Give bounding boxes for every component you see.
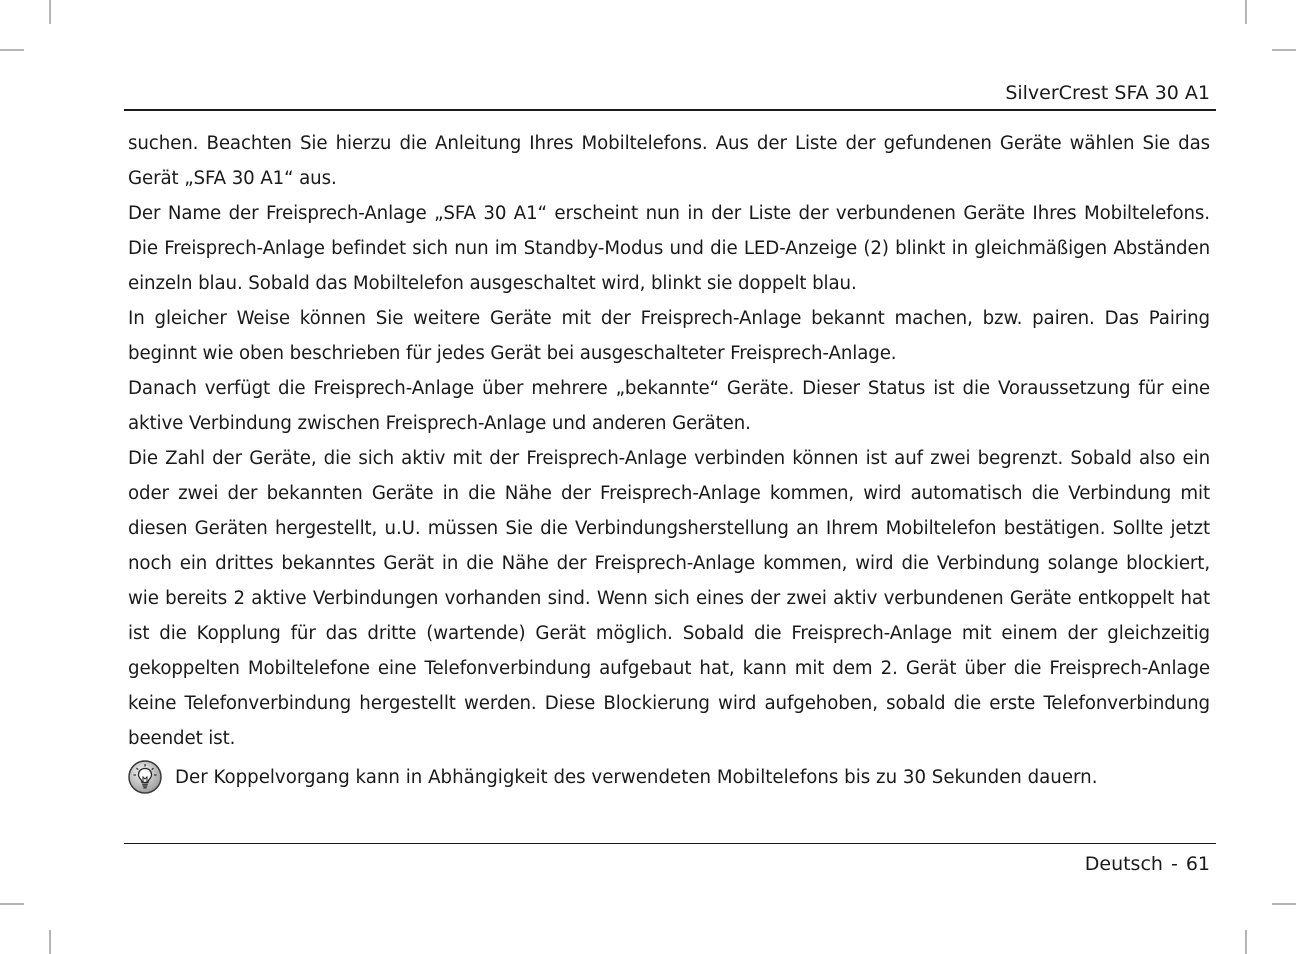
crop-mark-top-left-h bbox=[0, 49, 24, 51]
crop-mark-bottom-right bbox=[1245, 930, 1247, 954]
crop-mark-bottom-right-h bbox=[1272, 903, 1296, 905]
paragraph: Die Zahl der Geräte, die sich aktiv mit der Freisprech-Anlage verbinden können ist auf zwei begrenzt. Sobald also ein oder zwei der bekannten Geräte in die Nähe der Freisprech-Anlage kommen, wird automatisch die Verbindung mit diesen Geräten hergestellt, u.U. müssen Sie die Verbindungsherstellung an Ihrem Mobiltelefon bestätigen. Sollte jetzt noch ein drittes bekanntes Gerät in die Nähe der Freisprech-Anlage kommen, wird die Verbindung solange blockiert, wie bereits 2 aktive Verbindungen vorhanden sind. Wenn sich eines der zwei aktiv verbundenen Geräte entkoppelt hat ist die Kopplung für das dritte (wartende) Gerät möglich. Sobald die Freisprech-Anlage mit einem der gleichzeitig gekoppelten Mobiltelefone eine Telefonverbindung aufgebaut hat, kann mit dem 2. Gerät über die Freisprech-Anlage keine Telefonverbindung hergestellt werden. Diese Blockierung wird aufgehoben, sobald die erste Telefonverbindung beendet ist. bbox=[128, 448, 1210, 749]
footer-separator: - bbox=[1170, 853, 1178, 875]
crop-mark-bottom-left-h bbox=[0, 903, 24, 905]
footer-rule bbox=[124, 843, 1216, 844]
paragraph: Der Name der Freisprech-Anlage „SFA 30 A1“ erscheint nun in der Liste der verbundenen Geräte Ihres Mobiltelefons. Die Freisprech-Anlage befindet sich nun im Standby-Modus und die LED-Anzeige (2) blinkt in gleichmäßigen Abständen einzeln blau. Sobald das Mobiltelefon ausgeschaltet wird, blinkt sie doppelt blau. bbox=[128, 203, 1210, 294]
paragraph: In gleicher Weise können Sie weitere Geräte mit der Freisprech-Anlage bekannt machen, bzw. pairen. Das Pairing beginnt wie oben beschrieben für jedes Gerät bei ausgeschalteter Freisprech-Anlage. bbox=[128, 308, 1210, 364]
running-title: SilverCrest SFA 30 A1 bbox=[1005, 82, 1210, 104]
lightbulb-icon bbox=[128, 760, 162, 794]
footer-language: Deutsch bbox=[1084, 853, 1163, 875]
page-number: 61 bbox=[1185, 853, 1210, 875]
tip-note-text: Der Koppelvorgang kann in Abhängigkeit des verwendeten Mobiltelefons bis zu 30 Sekunden dauern. bbox=[175, 767, 1098, 788]
crop-mark-top-right bbox=[1245, 0, 1247, 24]
crop-mark-top-right-h bbox=[1272, 49, 1296, 51]
paragraph: Danach verfügt die Freisprech-Anlage über mehrere „bekannte“ Geräte. Dieser Status ist die Voraussetzung für eine aktive Verbindung zwischen Freisprech-Anlage und anderen Geräten. bbox=[128, 378, 1210, 434]
tip-note bbox=[128, 760, 1210, 796]
crop-mark-top-left bbox=[49, 0, 51, 24]
body-text bbox=[128, 126, 1210, 756]
crop-mark-bottom-left bbox=[49, 930, 51, 954]
header-rule bbox=[124, 109, 1216, 111]
paragraph: suchen. Beachten Sie hierzu die Anleitung Ihres Mobiltelefons. Aus der Liste der gefundenen Geräte wählen Sie das Gerät „SFA 30 A1“ aus. bbox=[128, 133, 1210, 189]
page-footer bbox=[1085, 851, 1210, 877]
